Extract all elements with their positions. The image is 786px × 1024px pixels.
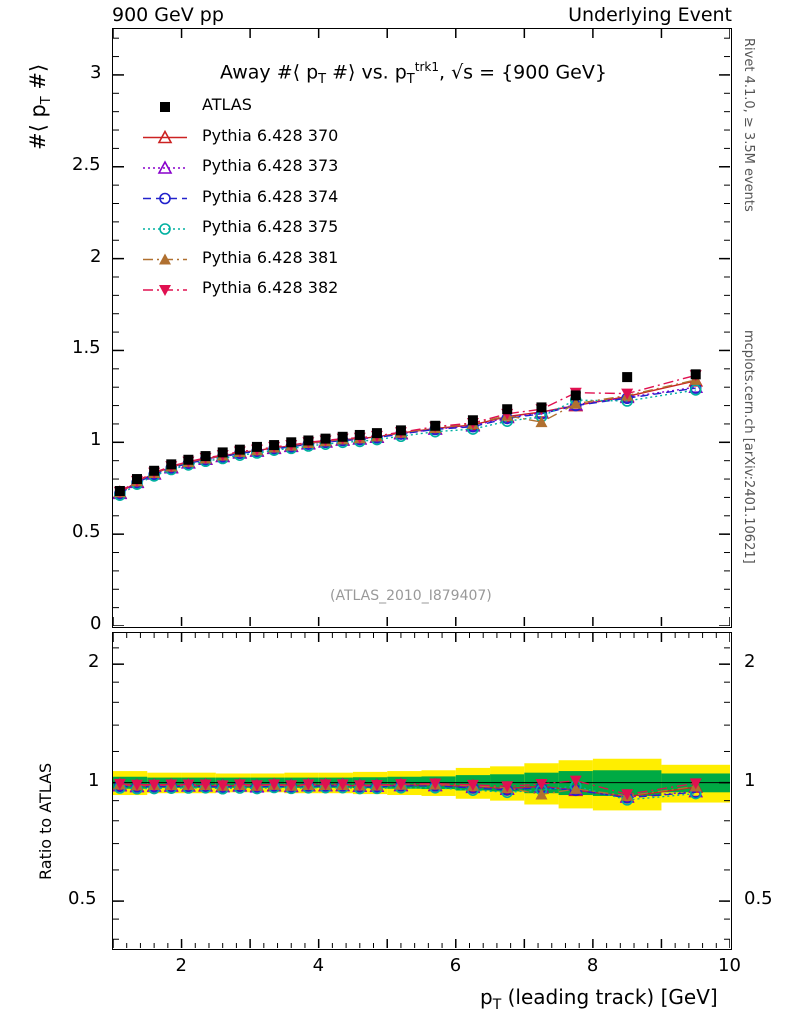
side-text-rivet: Rivet 4.1.0, ≥ 3.5M events (741, 38, 756, 212)
legend-entry-label: Pythia 6.428 374 (202, 186, 339, 206)
x-tick-label: 8 (586, 955, 599, 976)
header-right: Underlying Event (568, 4, 732, 26)
legend-entry-label: Pythia 6.428 382 (202, 278, 339, 297)
ratio-y-axis-label: Ratio to ATLAS (36, 762, 55, 880)
header-left: 900 GeV pp (112, 4, 224, 26)
x-tick-label: 4 (312, 955, 325, 976)
main-plot-frame (112, 28, 732, 628)
legend-entry-label: ATLAS (202, 95, 252, 114)
ratio-y-tick-label: 2 (88, 651, 100, 673)
ratio-y-tick-label-right: 1 (744, 769, 756, 791)
ratio-plot-frame (112, 632, 732, 950)
legend-entry-label: Pythia 6.428 370 (202, 125, 339, 145)
main-plot-canvas (113, 29, 730, 626)
x-axis-label: $p_T$ (leading track) [GeV] (480, 985, 718, 1013)
ratio-y-tick-label: 1 (88, 769, 100, 791)
x-tick-label: 10 (718, 955, 741, 976)
legend-entry-label: Pythia 6.428 373 (202, 156, 339, 175)
y-tick-label: 1 (90, 429, 102, 451)
y-tick-label: 2.5 (72, 153, 101, 175)
y-tick-label: 0 (90, 613, 102, 634)
y-tick-label: 2 (90, 245, 102, 267)
y-tick-label: 3 (90, 61, 102, 83)
y-tick-label: 1.5 (72, 337, 101, 359)
ratio-y-tick-label: 0.5 (68, 888, 97, 910)
legend-entry-label: Pythia 6.428 375 (202, 217, 339, 236)
x-tick-label: 2 (175, 955, 187, 976)
ratio-y-tick-label-right: 0.5 (744, 888, 773, 910)
legend-entry-label: Pythia 6.428 381 (202, 247, 339, 267)
y-tick-label: 0.5 (72, 521, 101, 543)
ratio-plot-canvas (113, 633, 730, 948)
x-tick-label: 6 (449, 955, 462, 976)
ratio-y-tick-label-right: 2 (744, 651, 756, 673)
plot-title: Away #⟨ $p_T$ #⟩ vs. $p_T^{trk1}$, √s = {900 GeV} (220, 60, 607, 88)
side-text-mcplots: mcplots.cern.ch [arXiv:2401.10621] (741, 330, 756, 564)
dataset-watermark: (ATLAS_2010_I879407) (330, 588, 492, 604)
y-axis-label: #⟨ $p_T$ #⟩ (26, 63, 55, 150)
